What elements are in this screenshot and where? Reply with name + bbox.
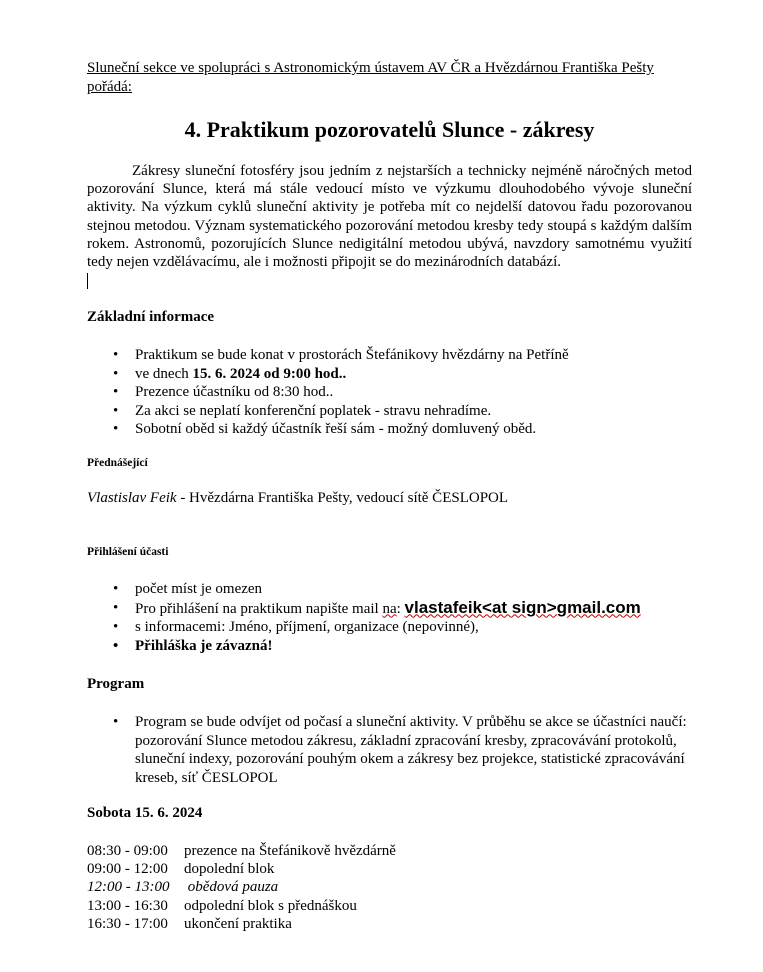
list-item: • Pro přihlášení na praktikum napište mail na: vlastafeik<at sign>gmail.com xyxy=(87,599,692,619)
page-title: 4. Praktikum pozorovatelů Slunce - zákresy xyxy=(184,117,595,142)
list-item: • Za akci se neplatí konferenční poplatek - stravu nehradíme. xyxy=(87,402,692,421)
schedule-row: 08:30 - 09:00 prezence na Štefánikově hvězdárně xyxy=(87,843,396,859)
registration-list xyxy=(87,580,692,655)
program-heading: Program xyxy=(87,676,145,692)
lead-paragraph: Zákresy sluneční fotosféry jsou jedním z nejstarších a technicky nejméně náročných metod pozorování Slunce, která má stále vedoucí místo ve výzkumu dlouhodobého vývoje sluneční aktivity. Na výzkum cyklů sluneční aktivity je potřeba mít co nejdelší datovou řadu pozorovanou stejnou metodou. Význam systematického pozorování metodou kresby tedy stoupá s každým dalším rokem. Astronomů, pozorujících Slunce nedigitální metodou ubývá, navzdory samotnému využití tedy nejen vzdělávacímu, ale i možnosti připojit se do mezinárodních databází. xyxy=(87,163,692,271)
list-item: • Program se bude odvíjet od počasí a sluneční aktivity. V průběhu se akce se účastníci naučí: pozorování Slunce metodou zákresu, základní zpracování kresby, zpracovávání protokolů, sluneční indexy, pozorování pouhým okem a zákresy bez projekce, statistické zpracovávání kreseb, síť ČESLOPOL xyxy=(87,713,692,787)
organizer-intro: Sluneční sekce ve spolupráci s Astronomickým ústavem AV ČR a Hvězdárnou Františka Pešty pořádá: xyxy=(87,60,654,95)
list-item: • ve dnech 15. 6. 2024 od 9:00 hod.. xyxy=(87,365,692,384)
basic-info-list xyxy=(87,346,692,439)
schedule-row: 13:00 - 16:30 odpolední blok s přednáškou xyxy=(87,897,357,914)
lecturer-name: Vlastislav Feik xyxy=(87,490,177,506)
event-date: 15. 6. 2024 od 9:00 hod. xyxy=(192,365,343,382)
list-item: • Praktikum se bude konat v prostorách Štefánikovy hvězdárny na Petříně xyxy=(87,346,692,365)
schedule-row: 12:00 - 13:00 obědová pauza xyxy=(87,879,279,896)
contact-email: vlastafeik<at sign>gmail.com xyxy=(404,597,641,617)
list-item: • počet míst je omezen xyxy=(87,580,692,599)
list-item: • s informacemi: Jméno, příjmení, organizace (nepovinné), xyxy=(87,618,692,637)
schedule-row: 09:00 - 12:00 dopolední blok xyxy=(87,861,275,878)
program-list xyxy=(87,713,692,787)
registration-heading: Přihlášení účasti xyxy=(87,546,169,558)
schedule-heading: Sobota 15. 6. 2024 xyxy=(87,805,203,821)
schedule-table xyxy=(87,842,692,933)
lecturer-line: Vlastislav Feik - Hvězdárna Františka Pešty, vedoucí sítě ČESLOPOL xyxy=(87,490,509,506)
schedule-row: 16:30 - 17:00 ukončení praktika xyxy=(87,915,292,932)
text-cursor xyxy=(87,273,88,289)
basic-info-heading: Základní informace xyxy=(87,309,215,325)
list-item: • Sobotní oběd si každý účastník řeší sám - možný domluvený oběd. xyxy=(87,420,692,439)
lecturers-heading: Přednášející xyxy=(87,457,148,469)
list-item: • Prezence účastníku od 8:30 hod.. xyxy=(87,383,692,402)
list-item: • Přihláška je závazná! xyxy=(87,637,692,656)
